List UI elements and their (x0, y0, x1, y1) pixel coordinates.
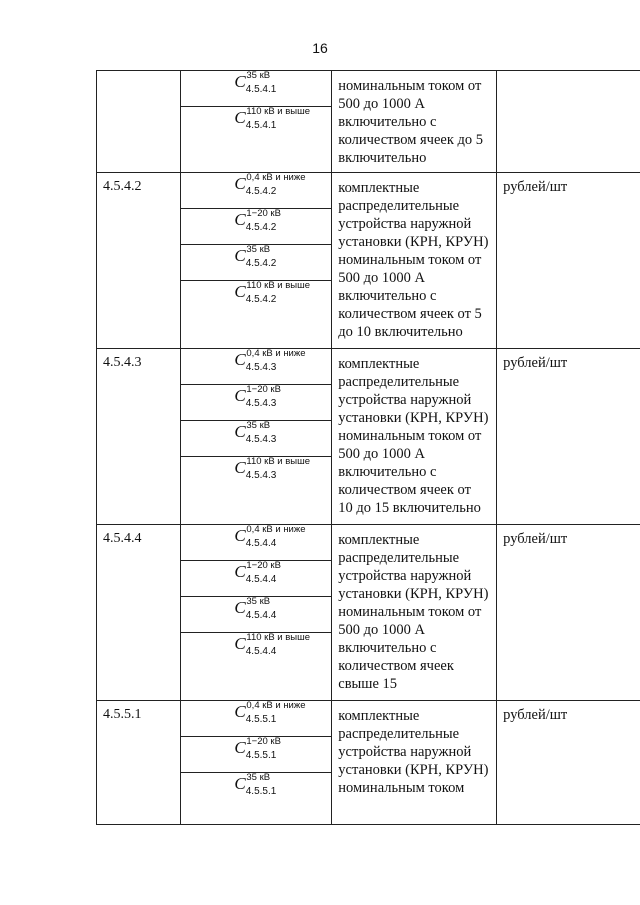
code-cell (97, 701, 181, 825)
unit-cell (497, 701, 640, 825)
table-row (97, 525, 640, 701)
rate-formula: C 35 кВ $_{4.5.4.4}$ (234, 596, 277, 621)
description-cell (332, 349, 497, 525)
row-unit (497, 71, 640, 77)
code-cell (97, 349, 181, 525)
formula-slot (181, 561, 331, 597)
description-cell (332, 525, 497, 701)
table-row (97, 71, 640, 173)
table-row (97, 349, 640, 525)
formula-slot (181, 71, 331, 107)
rate-formula: C 0,4 кВ и ниже $_{4.5.4.4}$ (234, 524, 306, 549)
unit-cell (497, 173, 640, 349)
formula-slot (181, 107, 331, 143)
formula-slot (181, 457, 331, 493)
description-cell (332, 701, 497, 825)
code-cell (97, 71, 181, 173)
row-code: 4.5.4.3 (103, 355, 142, 370)
row-code (97, 71, 180, 77)
symbol-cell (181, 525, 332, 701)
description-cell (332, 173, 497, 349)
row-code: 4.5.5.1 (103, 707, 142, 722)
table-row (97, 173, 640, 349)
code-cell (97, 525, 181, 701)
formula-slot (181, 173, 331, 209)
formula-slot (181, 385, 331, 421)
formula-slot (181, 245, 331, 281)
rate-formula: C 1−20 кВ $_{4.5.4.4}$ (234, 560, 281, 585)
row-description: номинальным током от 500 до 1000 А включительно с количеством ячеек до 5 включительно (338, 78, 484, 166)
formula-slot (181, 281, 331, 317)
formula-slot (181, 421, 331, 457)
code-cell (97, 173, 181, 349)
rate-formula: C 0,4 кВ и ниже $_{4.5.5.1}$ (234, 700, 306, 725)
rate-formula: C 0,4 кВ и ниже $_{4.5.4.3}$ (234, 348, 306, 373)
rate-formula: C 110 кВ и выше $_{4.5.4.2}$ (234, 280, 311, 305)
row-unit: рублей/шт (503, 355, 568, 371)
formula-slot (181, 737, 331, 773)
formula-slot (181, 633, 331, 669)
unit-cell (497, 349, 640, 525)
symbol-cell (181, 701, 332, 825)
row-description: комплектные распределительные устройства наружной установки (КРН, КРУН) номинальным током (338, 708, 489, 796)
rate-formula: C 35 кВ $_{4.5.4.1}$ (234, 70, 277, 95)
rate-formula: C 1−20 кВ $_{4.5.4.3}$ (234, 384, 281, 409)
unit-cell (497, 525, 640, 701)
symbol-cell (181, 349, 332, 525)
row-code: 4.5.4.4 (103, 531, 142, 546)
rate-formula: C 110 кВ и выше $_{4.5.4.4}$ (234, 632, 311, 657)
rate-formula: C 1−20 кВ $_{4.5.4.2}$ (234, 208, 281, 233)
row-unit: рублей/шт (503, 179, 568, 195)
row-description: комплектные распределительные устройства наружной установки (КРН, КРУН) номинальным током от 500 до 1000 А включительно с количеством ячеек от 5 до 10 включительно (338, 180, 489, 340)
row-description: комплектные распределительные устройства наружной установки (КРН, КРУН) номинальным током от 500 до 1000 А включительно с количеством ячеек свыше 15 (338, 532, 489, 692)
formula-slot (181, 701, 331, 737)
page-number: 16 (312, 40, 328, 56)
row-unit: рублей/шт (503, 531, 568, 547)
formula-slot (181, 349, 331, 385)
formula-slot (181, 525, 331, 561)
rate-formula: C 35 кВ $_{4.5.5.1}$ (234, 772, 277, 797)
row-code: 4.5.4.2 (103, 179, 142, 194)
tariff-table (96, 70, 640, 825)
rate-formula: C 1−20 кВ $_{4.5.5.1}$ (234, 736, 281, 761)
formula-slot (181, 773, 331, 809)
formula-slot (181, 597, 331, 633)
row-unit: рублей/шт (503, 707, 568, 723)
rate-formula: C 110 кВ и выше $_{4.5.4.1}$ (234, 106, 311, 131)
rate-formula: C 35 кВ $_{4.5.4.2}$ (234, 244, 277, 269)
rate-formula: C 110 кВ и выше $_{4.5.4.3}$ (234, 456, 311, 481)
rate-formula: C 35 кВ $_{4.5.4.3}$ (234, 420, 277, 445)
description-cell (332, 71, 497, 173)
row-description: комплектные распределительные устройства наружной установки (КРН, КРУН) номинальным током от 500 до 1000 А включительно с количеством ячеек от 10 до 15 включительно (338, 356, 489, 516)
symbol-cell (181, 173, 332, 349)
table-row (97, 701, 640, 825)
formula-slot (181, 209, 331, 245)
unit-cell (497, 71, 640, 173)
rate-formula: C 0,4 кВ и ниже $_{4.5.4.2}$ (234, 172, 306, 197)
symbol-cell (181, 71, 332, 173)
